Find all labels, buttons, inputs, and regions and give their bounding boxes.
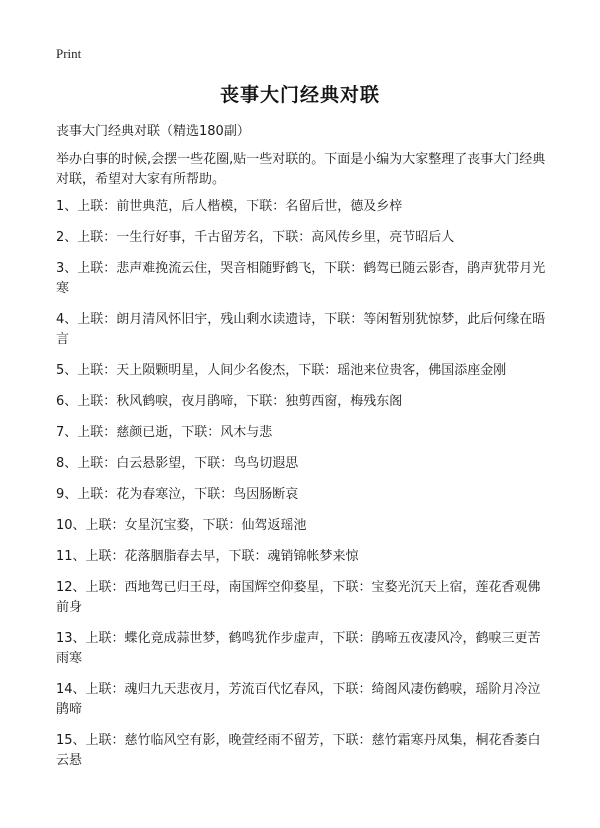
- couplet-item: 10、上联：女星沉宝婺，下联：仙驾返瑶池: [56, 518, 307, 533]
- couplet-item: 2、上联：一生行好事，千古留芳名，下联：高风传乡里，亮节昭后人: [56, 230, 455, 245]
- page-title: 丧事大门经典对联: [219, 84, 380, 106]
- couplet-list: [56, 197, 546, 782]
- couplet-item: 8、上联：白云悬影望，下联：鸟鸟切遐思: [56, 456, 299, 471]
- couplet-item: 7、上联：慈颜已逝，下联：风木与悲: [56, 425, 273, 440]
- print-label: Print: [56, 46, 82, 61]
- intro-paragraph: 举办白事的时候,会摆一些花圈,贴一些对联的。下面是小编为大家整理了丧事大门经典对联，希望对大家有所帮助。: [56, 152, 546, 187]
- couplet-item: 9、上联：花为春寒泣，下联：鸟因肠断哀: [56, 487, 299, 502]
- couplet-item: 13、上联：蝶化竟成蒜世梦，鹤鸣犹作步虚声，下联：鹃啼五夜凄风冷，鹤唳三更苦雨寒: [56, 631, 541, 666]
- couplet-item: 12、上联：西地驾已归王母，南国辉空仰婺星，下联：宝婺光沉天上宿，莲花香观佛前身: [56, 580, 541, 615]
- couplet-item: 15、上联：慈竹临风空有影，晚萱经雨不留芳，下联：慈竹霜寒丹凤集，桐花香萎白云悬: [56, 733, 541, 768]
- couplet-item: 6、上联：秋风鹤唳，夜月鹃啼，下联：独剪西窗，梅残东阁: [56, 394, 403, 409]
- couplet-item: 3、上联：悲声难挽流云住，哭音相随野鹤飞，下联：鹤驾已随云影杳，鹃声犹带月光寒: [56, 261, 546, 296]
- couplet-item: 11、上联：花落胭脂春去早，下联：魂销锦帐梦来惊: [56, 549, 359, 564]
- couplet-item: 14、上联：魂归九天悲夜月，芳流百代忆春风，下联：绮阁风凄伤鹤唳，瑶阶月冷泣鹃啼: [56, 682, 541, 717]
- page-subtitle: 丧事大门经典对联（精选180副）: [56, 124, 250, 139]
- couplet-item: 5、上联：天上陨颗明星，人间少名俊杰，下联：瑶池来位贵客，佛国添座金刚: [56, 363, 507, 378]
- couplet-item: 1、上联：前世典范，后人楷模，下联：名留后世，德及乡梓: [56, 199, 403, 214]
- couplet-item: 4、上联：朗月清风怀旧宇，残山剩水读遗诗，下联：等闲暂别犹惊梦，此后何缘在晤言: [56, 312, 546, 347]
